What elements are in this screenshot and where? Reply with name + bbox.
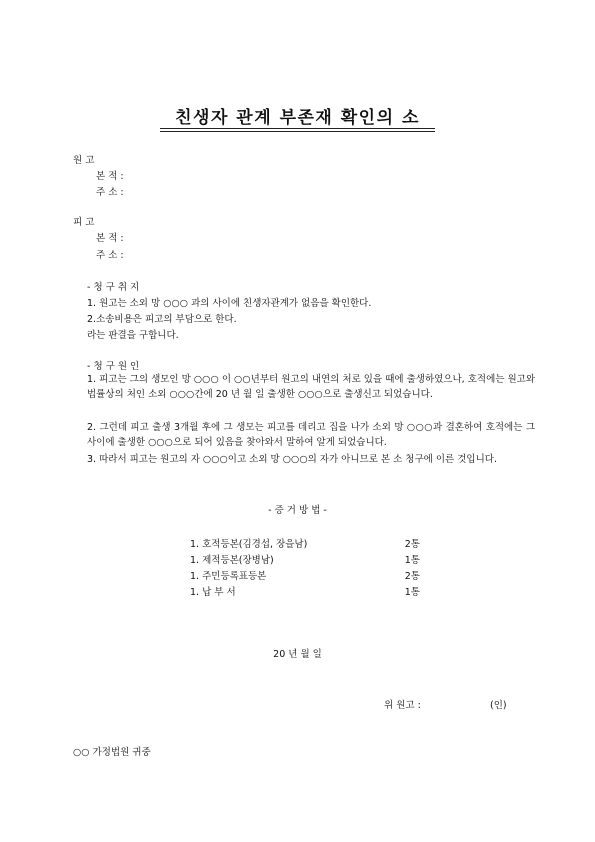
evidence-item-count: 2통 [404,571,420,582]
title-underline-2 [160,131,435,132]
evidence-item-name: 1. 납 부 서 [190,587,236,598]
document-title: 친생자 관계 부존재 확인의 소 [175,108,420,128]
plaintiff-address-label: 주 소 : [96,187,124,198]
plaintiff-registry-label: 본 적 : [96,171,124,182]
evidence-item-count: 2통 [404,539,420,550]
defendant-address-label: 주 소 : [96,250,124,261]
claim-cause-paragraph: 1. 피고는 그의 생모인 망 ○○○ 이 ○○년부터 원고의 내연의 처로 있을 때에 출생하였으나, 호적에는 원고와 법률상의 처인 소외 ○○○간에 20 년 월 일 출생한 ○○○으로 출생신고 되었습니다. [87,374,535,400]
evidence-heading: - 증 거 방 법 - [268,505,327,516]
claim-purpose-heading: - 청 구 취 지 [87,282,140,293]
evidence-item-name: 1. 호적등본(김경섭, 장을남) [190,539,308,550]
evidence-item-count: 1통 [404,587,420,598]
claim-cause-heading: - 청 구 원 인 [87,361,140,372]
claim-cause-paragraph: 3. 따라서 피고는 원고의 자 ○○○이고 소외 망 ○○○의 자가 아니므로 본 소 청구에 이른 것입니다. [87,454,497,465]
title-underline [160,128,435,129]
evidence-item [190,552,420,565]
court-addressee: ○○ 가정법원 귀중 [73,747,151,758]
defendant-heading: 피 고 [73,217,95,228]
evidence-item [190,536,420,549]
claim-purpose-line: 1. 원고는 소외 망 ○○○ 과의 사이에 친생자관계가 없음을 확인한다. [87,298,372,309]
signature-label: 위 원고 : [384,700,421,711]
defendant-registry-label: 본 적 : [96,233,124,244]
plaintiff-heading: 원 고 [73,155,95,166]
seal-mark: (인) [490,700,507,711]
claim-cause-paragraph: 2. 그런데 피고 출생 3개월 후에 그 생모는 피고를 데리고 집을 나가 소외 망 ○○○과 결혼하여 호적에는 그 사이에 출생한 ○○○으로 되어 있음을 찾아와서 말하여 알게 되었습니다. [87,422,535,448]
evidence-item-name: 1. 주민등록표등본 [190,571,267,582]
claim-purpose-line: 2.소송비용은 피고의 부담으로 한다. [87,314,237,325]
evidence-item-count: 1통 [404,555,420,566]
evidence-item-name: 1. 제적등본(장병남) [190,555,274,566]
evidence-item [190,584,420,597]
evidence-item [190,568,420,581]
claim-purpose-line: 라는 판결을 구합니다. [87,330,179,341]
document-date: 20 년 월 일 [273,649,322,660]
